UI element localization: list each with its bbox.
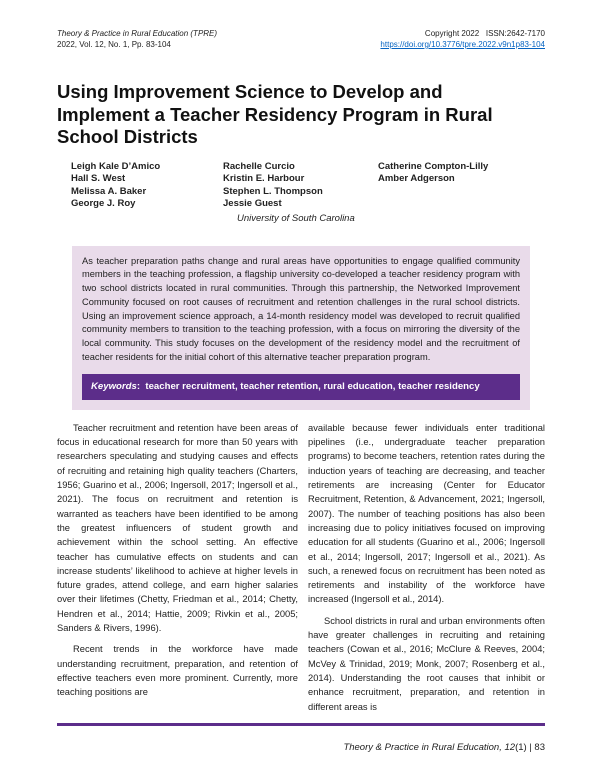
- journal-name: Theory & Practice in Rural Education (TPRE): [57, 29, 218, 38]
- footer-journal-name: Theory & Practice in Rural Education, 12: [343, 741, 516, 753]
- keywords-label: Keywords: [91, 380, 137, 392]
- body-paragraph: Recent trends in the workforce have made understanding recruitment, preparation, and retention of effective teachers even more prominent. Currently, more teaching positions are: [57, 644, 298, 698]
- authors-column-2: [223, 161, 378, 211]
- article-title-line: Using Improvement Science to Develop and: [57, 81, 443, 102]
- author-name: Rachelle Curcio: [223, 160, 295, 172]
- page-footer: [57, 742, 545, 753]
- author-name: Stephen L. Thompson: [223, 185, 323, 197]
- body-column-right: [308, 421, 545, 714]
- abstract-box: [72, 246, 530, 410]
- author-name: Jessie Guest: [223, 198, 282, 209]
- page-header: [57, 28, 545, 50]
- abstract-text: As teacher preparation paths change and rural areas have opportunities to engage qualified community members in the teaching profession, a flagship university co-developed a teacher residency program with two school districts located in rural communities. Through this partnership, the Networked Improvement Community focused on root causes of recruitment and retention challenges in the rural school districts. Using an improvement science approach, a 14-month residency model was developed to recruit qualified community members to transition to the teaching profession, with a focus on mirroring the diversity of the local community. This study focuses on the development of the residency model and the recruitment of teacher residents for the initial cohort of this alternative teacher preparation program.: [82, 255, 520, 363]
- authors-column-3: [378, 161, 545, 211]
- journal-volume-line: 2022, Vol. 12, No. 1, Pp. 83-104: [57, 40, 171, 49]
- keywords-list: : teacher recruitment, teacher retention, rural education, teacher residency: [136, 380, 480, 392]
- article-title-line: School Districts: [57, 126, 198, 147]
- keywords-bar: [82, 374, 520, 400]
- author-name: Amber Adgerson: [378, 173, 455, 184]
- doi-link[interactable]: https://doi.org/10.3776/tpre.2022.v9n1p83-104: [380, 40, 545, 49]
- footer-page-number: (1) | 83: [515, 741, 545, 753]
- body-paragraph: School districts in rural and urban environments often have greater challenges in recruiting and retaining teachers (Cowan et al., 2016; McClure & Reeves, 2004; McVey & Trinidad, 2019; Monk, 2007; Rosenberg et al., 2014). Understanding the root causes that inhibit or enhance recruitment, preparation, and retention in different areas is: [308, 615, 545, 712]
- copyright-info: [380, 28, 545, 50]
- copyright-line: Copyright 2022 ISSN:2642-7170: [424, 29, 545, 38]
- author-affiliation: University of South Carolina: [237, 212, 355, 224]
- body-paragraph: available because fewer individuals enter traditional pipelines (i.e., undergraduate teacher preparation programs) to become teachers, retention rates during the induction years of teaching are decreasing, and teacher retirements are increasing (Center for Educator Recruitment, Retention, & Advancement, 2021; Ingersoll, 2007). The number of teaching positions has also been increasing due to policy initiatives focused on improving education for all students (Guarino et al., 2006; Ingersoll et al., 2014; Ingersoll, 2017; Ingersoll et al., 2021). As such, a renewed focus on recruitment has been noted as retirements and instability of the workforce have increased (Ingersoll et al., 2014).: [308, 422, 545, 605]
- author-name: Melissa A. Baker: [71, 185, 147, 197]
- article-body: [57, 421, 545, 714]
- article-title: [57, 81, 545, 149]
- author-name: Kristin E. Harbour: [223, 173, 305, 184]
- journal-info: [57, 28, 217, 50]
- author-name: Hall S. West: [71, 173, 126, 184]
- body-column-left: [57, 421, 298, 714]
- authors-block: [57, 161, 545, 211]
- author-name: Catherine Compton-Lilly: [378, 160, 489, 172]
- article-title-line: Implement a Teacher Residency Program in Rural: [57, 103, 493, 125]
- body-paragraph: Teacher recruitment and retention have been areas of focus in educational research for more than 50 years with researchers speculating and studying causes and effects of recruiting and retaining high quality teachers (Charters, 1956; Guarino et al., 2006; Ingersoll, 2017; Ingersoll et al., 2021). The focus on recruitment and retention is warranted as teachers have been identified to be among the greatest influencers of student growth and achievement within the school setting. An effective teacher has cumulative effects on students and can increase students’ likelihood to achieve at higher levels in future grades, attend college, and earn higher salaries over their lifetimes (Chetty, Friedman et al., 2014; Chetty, Hendren et al., 2014; Hattie, 2009; Rivkin et al., 2005; Sanders & Rivers, 1996).: [57, 422, 298, 634]
- author-name: George J. Roy: [71, 198, 136, 209]
- author-name: Leigh Kale D’Amico: [71, 160, 161, 172]
- authors-column-1: [71, 161, 223, 211]
- footer-divider: [57, 723, 545, 726]
